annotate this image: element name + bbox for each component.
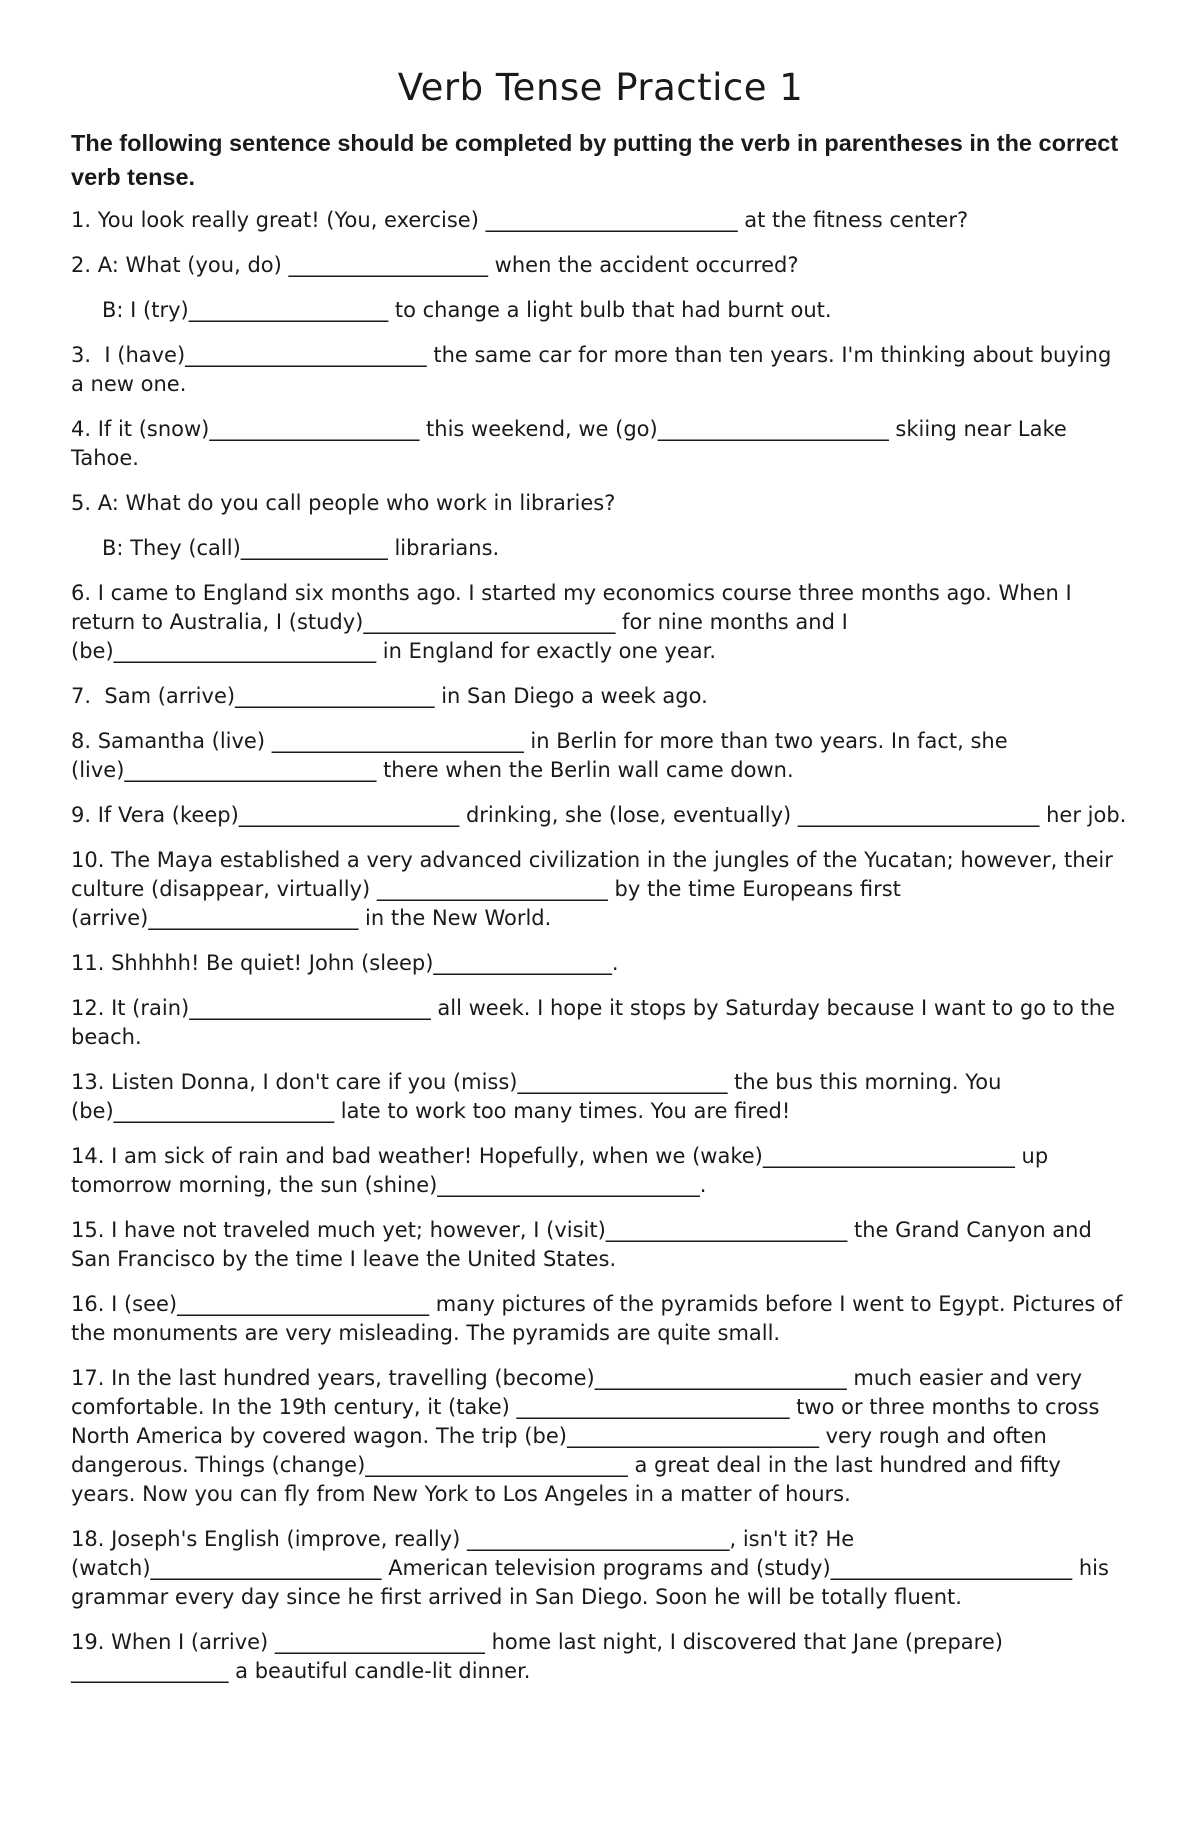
question-item: 1. You look really great! (You, exercise) ________________________ at the fitness center? (71, 208, 969, 232)
question-item: 6. I came to England six months ago. I started my economics course three months ago. When I return to Australia, I (study)________________________ for nine months and I (be)_________________________ in England for exactly one year. (71, 581, 1079, 663)
question-item: B: I (try)___________________ to change a light bulb that had burnt out. (102, 298, 832, 322)
question-item: 5. A: What do you call people who work in libraries? (71, 491, 616, 515)
question-item: 17. In the last hundred years, travelling (become)________________________ much easier and very comfortable. In the 19th century, it (take) __________________________ two or three months to cross North America by covered wagon. The trip (be)________________________ very rough and often dangerous. Things (change)_________________________ a great deal in the last hundred and fifty years. Now you can fly from New York to Los Angeles in a matter of hours. (71, 1366, 1107, 1506)
question-item: 7. Sam (arrive)___________________ in San Diego a week ago. (71, 684, 708, 708)
question-item: 16. I (see)________________________ many pictures of the pyramids before I went to Egypt. Pictures of the monuments are very misleading. The pyramids are quite small. (71, 1292, 1129, 1345)
instructions: The following sentence should be completed by putting the verb in parentheses in the correct verb tense. (71, 130, 1119, 190)
question-item: 15. I have not traveled much yet; however, I (visit)_______________________ the Grand Canyon and San Francisco by the time I leave the United States. (71, 1218, 1099, 1271)
question-item: 10. The Maya established a very advanced civilization in the jungles of the Yucatan; however, their culture (disappear, virtually) ______________________ by the time Europeans first (arrive)____________________ in the New World. (71, 848, 1120, 930)
question-item: 12. It (rain)_______________________ all week. I hope it stops by Saturday because I want to go to the beach. (71, 996, 1122, 1049)
question-item: 14. I am sick of rain and bad weather! Hopefully, when we (wake)________________________ up tomorrow morning, the sun (shine)_________________________. (71, 1144, 1055, 1197)
question-item: 8. Samantha (live) ________________________ in Berlin for more than two years. In fact, she (live)________________________ there when the Berlin wall came down. (71, 729, 1015, 782)
question-item: 3. I (have)_______________________ the same car for more than ten years. I'm thinking about buying a new one. (71, 343, 1118, 396)
question-item: 9. If Vera (keep)_____________________ drinking, she (lose, eventually) _______________________ her job. (71, 803, 1127, 827)
question-list (71, 206, 1130, 1686)
page-title: Verb Tense Practice 1 (397, 66, 804, 109)
question-item: 2. A: What (you, do) ___________________ when the accident occurred? (71, 253, 799, 277)
question-item: 11. Shhhhh! Be quiet! John (sleep)_________________. (71, 951, 619, 975)
question-item: 13. Listen Donna, I don't care if you (miss)____________________ the bus this morning. You (be)_____________________ late to work too many times. You are fired! (71, 1070, 1009, 1123)
question-item: B: They (call)______________ librarians. (102, 536, 500, 560)
question-item: 18. Joseph's English (improve, really) _________________________, isn't it? He (watch)______________________ American television programs and (study)_______________________ his grammar every day since he first arrived in San Diego. Soon he will be totally fluent. (71, 1527, 1116, 1609)
question-item: 19. When I (arrive) ____________________ home last night, I discovered that Jane (prepare) _______________ a beautiful candle-lit dinner. (71, 1630, 1010, 1683)
question-item: 4. If it (snow)____________________ this weekend, we (go)______________________ skiing near Lake Tahoe. (71, 417, 1074, 470)
